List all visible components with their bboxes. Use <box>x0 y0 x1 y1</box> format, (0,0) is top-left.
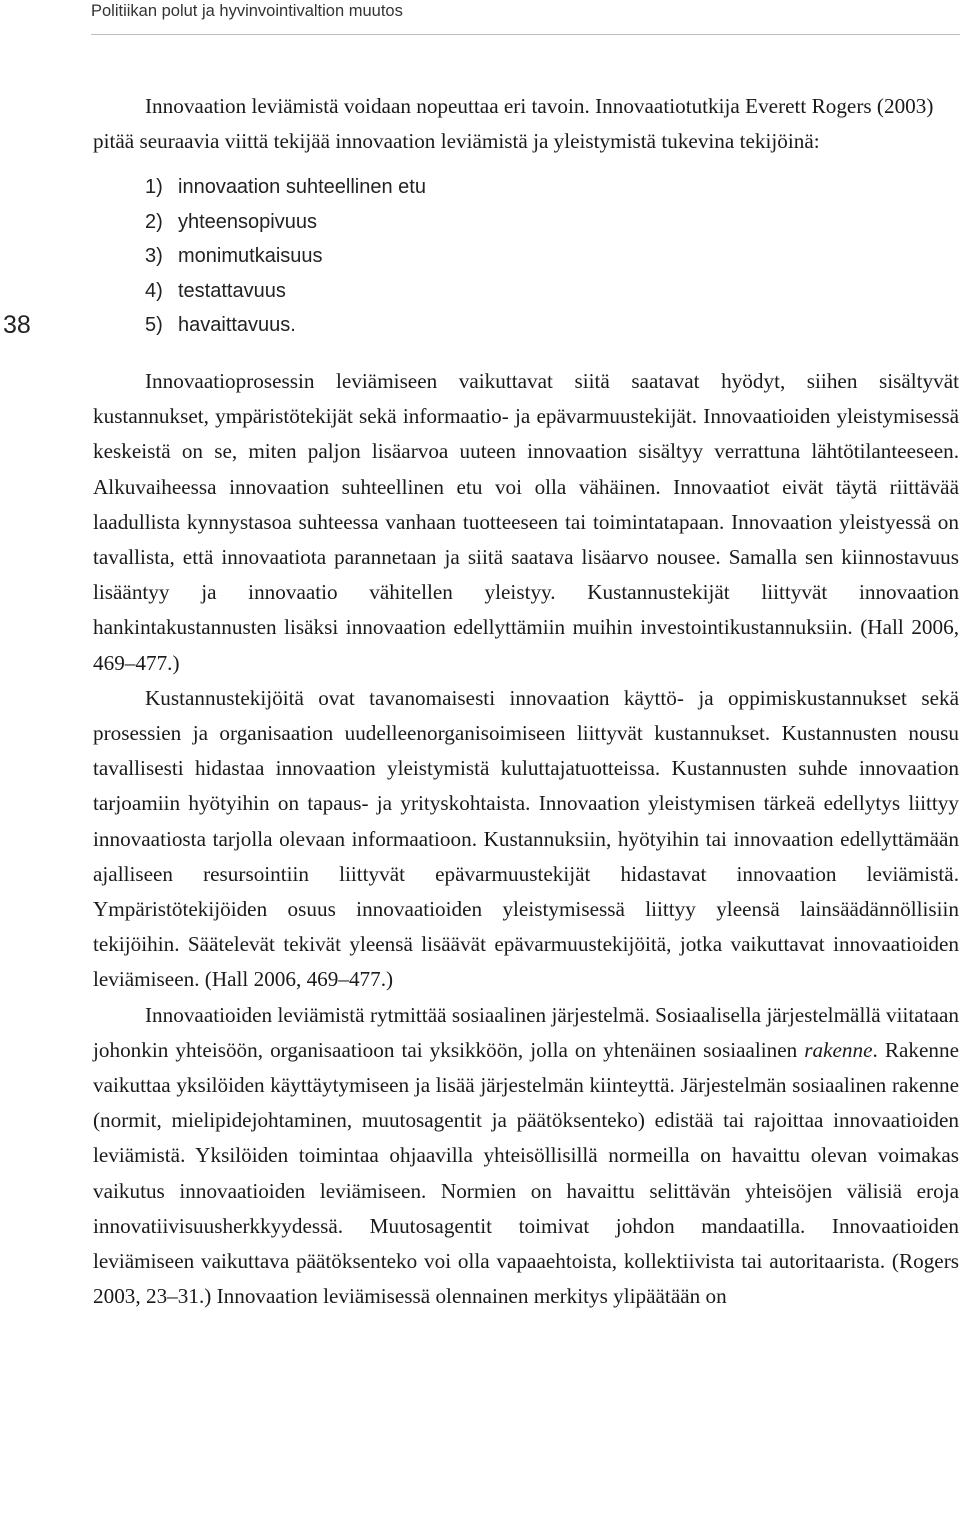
page-number: 38 <box>3 311 31 339</box>
paragraph-diffusion-factors: Innovaatioprosessin leviämiseen vaikuttavat siitä saatavat hyödyt, siihen sisältyvät kustannukset, ympäristötekijät sekä informaatio- ja epävarmuustekijät. Innovaatioiden yleistymisessä keskeistä on se, miten paljon lisäarvoa uuteen innovaation sisältyy verrattuna lähtötilanteeseen. Alkuvaiheessa innovaation suhteellinen etu voi olla vähäinen. Innovaatiot eivät täytä riittävää laadullista kynnystasoa suhteessa vanhaan tuotteeseen tai toimintatapaan. Innovaation yleistyessä on tavallista, että innovaatiota parannetaan ja siitä saatava lisäarvo nousee. Samalla sen kiinnostavuus lisääntyy ja innovaatio vähitellen yleistyy. Kustannustekijät liittyvät innovaation hankintakustannusten lisäksi innovaation edellyttämiin muihin investointikustannuksiin. (Hall 2006, 469–477.) <box>93 368 959 675</box>
list-item-label: havaittavuus. <box>178 314 296 337</box>
intro-paragraph: Innovaation leviämistä voidaan nopeuttaa eri tavoin. Innovaatiotutkija Everett Rogers (2003) pitää seuraavia viittä tekijää innovaation leviämistä ja yleistymistä tukevina tekijöinä: <box>93 94 934 154</box>
main-text <box>93 89 959 1314</box>
paragraph-text: Innovaatioiden leviämistä rytmittää sosiaalinen järjestelmä. Sosiaalisella järjestelmällä viitataan johonkin yhteisöön, organisaatioon tai yksikköön, jolla on yhtenäinen sosiaalinen <box>93 1002 959 1062</box>
list-item-number: 2) <box>145 210 163 233</box>
list-item-number: 1) <box>145 176 163 199</box>
list-item-number: 5) <box>145 314 163 337</box>
list-item <box>145 239 959 274</box>
list-item-label: yhteensopivuus <box>178 210 317 233</box>
paragraph-cost-factors: Kustannustekijöitä ovat tavanomaisesti innovaation käyttö- ja oppimiskustannukset sekä prosessien ja organisaation uudelleenorganisoimiseen liittyvät kustannukset. Kustannusten nousu tavallisesti hidastaa innovaation yleistymistä kuluttajatuotteissa. Kustannusten suhde innovaation tarjoamiin hyötyihin on tapaus- ja yrityskohtaista. Innovaation yleistymisen tärkeä edellytys liittyy innovaatiosta tarjolla olevaan informaatioon. Kustannuksiin, hyötyihin tai innovaation edellyttämään ajalliseen resursointiin liittyvät epävarmuustekijät hidastavat innovaation leviämistä. Ympäristötekijöiden osuus innovaatioiden yleistymisessä liittyy yleensä lainsäädännöllisiin tekijöihin. Säätelevät tekivät yleensä lisäävät epävarmuustekijöitä, jotka vaikuttavat innovaatioiden leviämiseen. (Hall 2006, 469–477.) <box>93 685 959 992</box>
list-item <box>145 274 959 309</box>
list-item-number: 3) <box>145 245 163 268</box>
paragraph-social-system <box>93 998 959 1315</box>
list-item-label: innovaation suhteellinen etu <box>178 176 426 199</box>
list-item-number: 4) <box>145 279 163 302</box>
running-title: Politiikan polut ja hyvinvointivaltion muutos <box>91 2 403 20</box>
factor-list <box>145 170 959 343</box>
list-item-label: testattavuus <box>178 279 286 302</box>
emphasized-term: rakenne <box>804 1037 873 1062</box>
list-item <box>145 170 959 205</box>
list-item <box>145 308 959 343</box>
paragraph-text: . Rakenne vaikuttaa yksilöiden käyttäytymiseen ja lisää järjestelmän kiinteyttä. Järjestelmän sosiaalinen rakenne (normit, mielipidejohtaminen, muutosagentit ja päätöksenteko) edistää tai rajoittaa innovaatioiden leviämistä. Yksilöiden toimintaa ohjaavilla yhteisöllisillä normeilla on havaittu olevan voimakas vaikutus innovaatioiden leviämiseen. Normien on havaittu selittävän yhteisöjen välisiä eroja innovatiivisuusherkkyydessä. Muutosagentit toimivat johdon mandaatilla. Innovaatioiden leviämiseen vaikuttava päätöksenteko voi olla vapaaehtoista, kollektiivista tai autoritaarista. (Rogers 2003, 23–31.) Innovaation leviämisessä olennainen merkitys ylipäätään on <box>93 1037 959 1309</box>
running-header <box>91 0 960 35</box>
list-item <box>145 205 959 240</box>
list-item-label: monimutkaisuus <box>178 245 323 268</box>
